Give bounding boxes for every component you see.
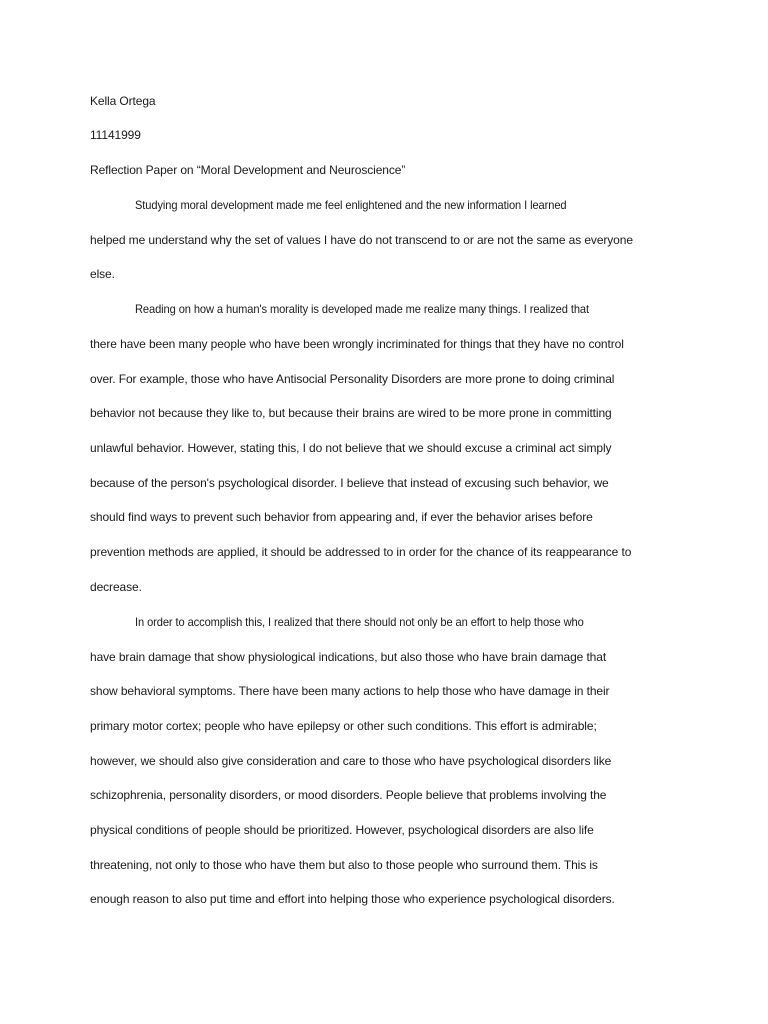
- paragraph-2-line: should find ways to prevent such behavior from appearing and, if ever the behavior arises before: [90, 510, 593, 524]
- paragraph-3-line: primary motor cortex; people who have epilepsy or other such conditions. This effort is admirable;: [90, 719, 597, 733]
- paragraph-3-line: enough reason to also put time and effort into helping those who experience psychological disorders.: [90, 892, 615, 906]
- paragraph-3-line: schizophrenia, personality disorders, or mood disorders. People believe that problems involving the: [90, 788, 607, 802]
- author-name: Kella Ortega: [90, 94, 156, 108]
- paragraph-1-line: else.: [90, 267, 115, 281]
- paragraph-2-line: over. For example, those who have Antisocial Personality Disorders are more prone to doing criminal: [90, 372, 615, 386]
- paragraph-2-line: there have been many people who have been wrongly incriminated for things that they have no control: [90, 337, 624, 351]
- paragraph-3-line: however, we should also give consideration and care to those who have psychological disorders like: [90, 754, 612, 768]
- student-id: 11141999: [90, 128, 141, 142]
- paragraph-2-line: decrease.: [90, 580, 142, 594]
- paragraph-3-line: physical conditions of people should be prioritized. However, psychological disorders are also life: [90, 823, 594, 837]
- paragraph-2-line: behavior not because they like to, but because their brains are wired to be more prone in committing: [90, 406, 612, 420]
- paragraph-2-line: Reading on how a human's morality is developed made me realize many things. I realized that: [135, 302, 589, 316]
- paragraph-3-line: In order to accomplish this, I realized that there should not only be an effort to help those who: [135, 615, 584, 629]
- paragraph-2-line: unlawful behavior. However, stating this, I do not believe that we should excuse a criminal act simply: [90, 441, 612, 455]
- paragraph-3-line: have brain damage that show physiological indications, but also those who have brain damage that: [90, 650, 607, 664]
- paragraph-2-line: prevention methods are applied, it should be addressed to in order for the chance of its reappearance to: [90, 545, 632, 559]
- paragraph-1-line: Studying moral development made me feel enlightened and the new information I learned: [135, 198, 567, 212]
- paper-title: Reflection Paper on “Moral Development and Neuroscience”: [90, 163, 406, 177]
- paragraph-3-line: threatening, not only to those who have them but also to those people who surround them. This is: [90, 858, 598, 872]
- paragraph-1-line: helped me understand why the set of values I have do not transcend to or are not the same as everyone: [90, 233, 633, 247]
- paragraph-3-line: show behavioral symptoms. There have been many actions to help those who have damage in their: [90, 684, 610, 698]
- paragraph-2-line: because of the person's psychological disorder. I believe that instead of excusing such behavior, we: [90, 476, 609, 490]
